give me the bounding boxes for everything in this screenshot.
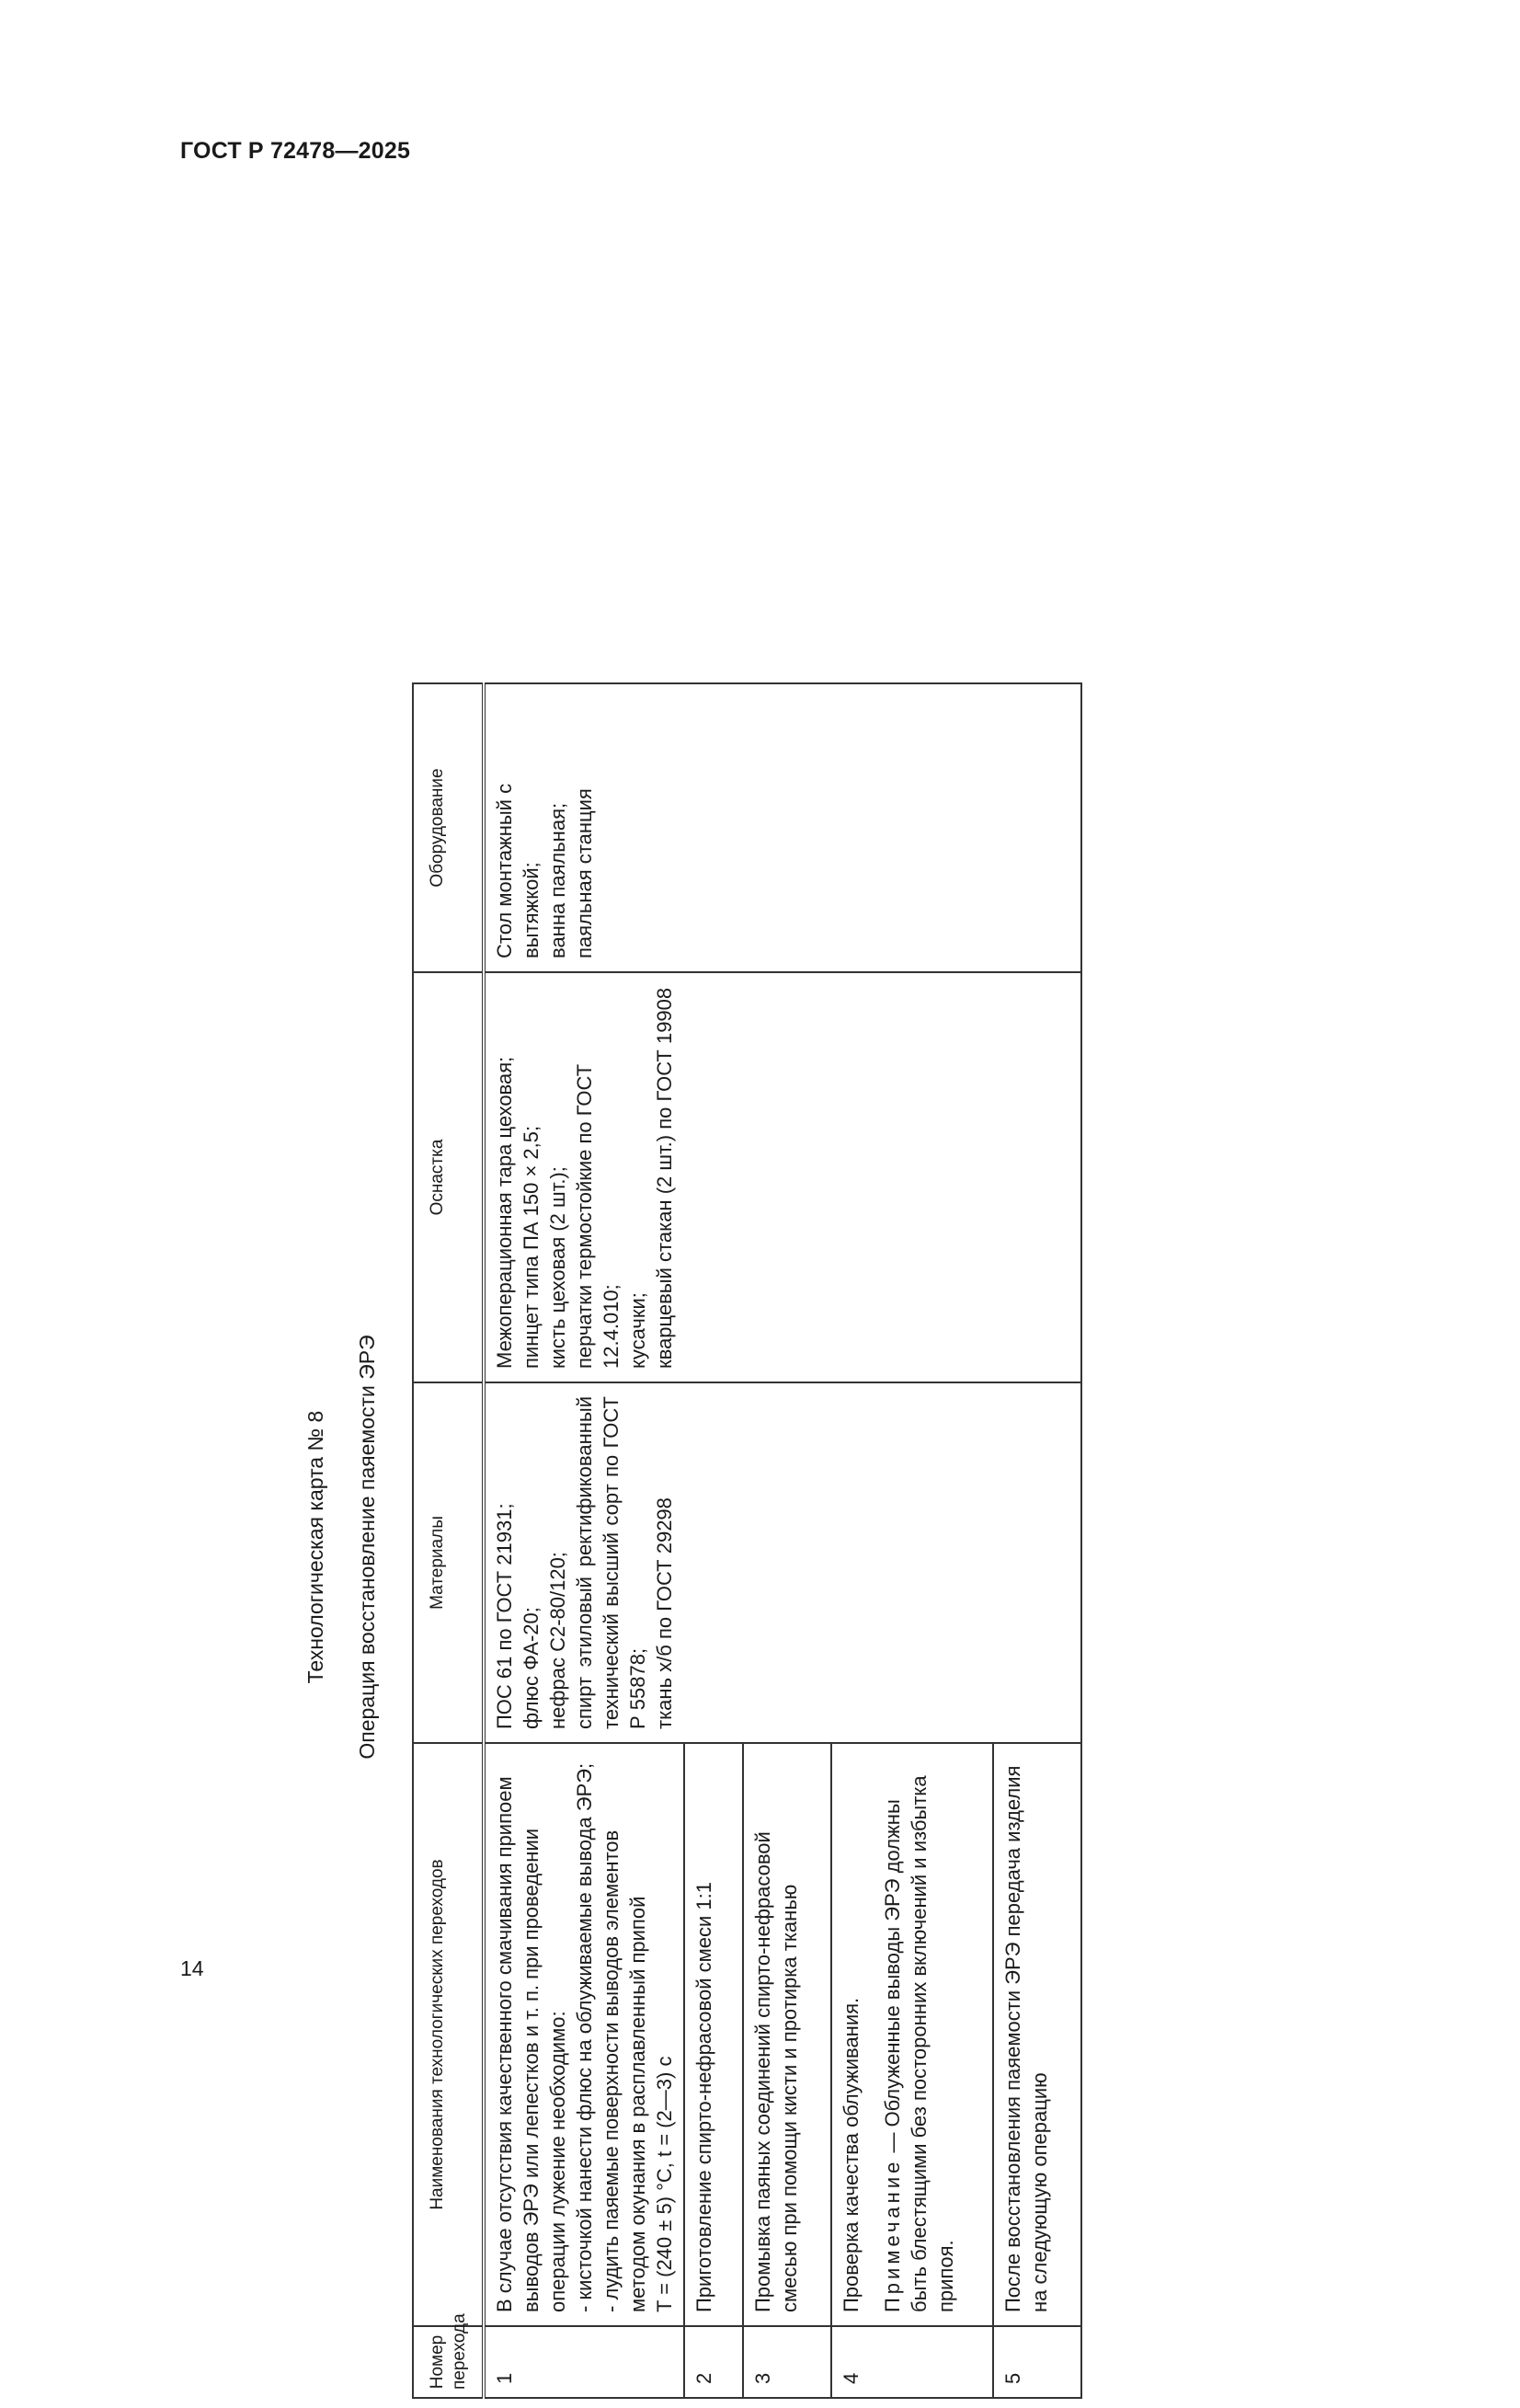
table-header-row — [413, 683, 484, 2398]
step-description — [684, 1743, 743, 2326]
tooling-item: кусачки; — [626, 1292, 649, 1369]
card-subtitle: Операция восстановление паяемости ЭРЭ — [355, 1335, 379, 1760]
card-title: Технологическая карта № 8 — [303, 1410, 327, 1684]
step-number: 5 — [993, 2326, 1081, 2398]
col-header-tooling: Оснастка — [413, 972, 484, 1382]
tooling-item: пинцет типа ПА 150 × 2,5; — [520, 1125, 543, 1369]
tech-card-table — [412, 682, 1082, 2399]
tooling-item: Межоперационная тара цеховая; — [493, 1056, 516, 1369]
materials-cell — [484, 1382, 1081, 1743]
note-label: Примечание — [881, 2158, 904, 2312]
material-item: спирт этиловый ректификованный технический высший сорт по ГОСТ Р 55878; — [573, 1396, 649, 1729]
col-header-materials: Материалы — [413, 1382, 484, 1743]
note — [879, 1757, 959, 2312]
material-item: ПОС 61 по ГОСТ 21931; — [493, 1503, 516, 1729]
col-header-num: Номер перехода — [413, 2326, 484, 2398]
step-description — [484, 1743, 684, 2326]
step-line: В случае отсутствия качественного смачивания припоем выводов ЭРЭ или лепестков и т. п. при проведении операции лужение необходимо: — [493, 1776, 569, 2312]
material-item: флюс ФА-20; — [520, 1607, 543, 1729]
step-number: 1 — [484, 2326, 684, 2398]
equipment-item: ванна паяльная; — [546, 802, 569, 958]
material-item: ткань х/б по ГОСТ 29298 — [653, 1497, 676, 1729]
step-description — [993, 1743, 1081, 2326]
tooling-item: кварцевый стакан (2 шт.) по ГОСТ 19908 — [653, 987, 676, 1369]
col-header-steps: Наименования технологических переходов — [413, 1743, 484, 2326]
step-line: После восстановления паяемости ЭРЭ передача изделия на следующую операцию — [1001, 1765, 1051, 2312]
step-line: Проверка качества облуживания. — [840, 1997, 863, 2312]
tooling-item: кисть цеховая (2 шт.); — [546, 1166, 569, 1369]
page-number: 14 — [180, 1956, 204, 1980]
standard-code: ГОСТ Р 72478—2025 — [180, 138, 411, 164]
step-line: Промывка паяных соединений спирто-нефрасовой смесью при помощи кисти и протирка тканью — [751, 1831, 801, 2312]
material-item: нефрас С2-80/120; — [546, 1552, 569, 1729]
rotated-page-content — [296, 686, 1308, 2408]
step-line: T = (240 ± 5) °С, t = (2—3) с — [653, 2056, 676, 2312]
step-line: Приготовление спирто-нефрасовой смеси 1:1 — [692, 1882, 715, 2312]
step-number: 4 — [831, 2326, 993, 2398]
equipment-item: Стол монтажный с вытяжкой; — [493, 783, 543, 958]
step-line: - лудить паяемые поверхности выводов элементов методом окунания в расплавленный припой — [600, 1829, 649, 2312]
tooling-item: перчатки термостойкие по ГОСТ 12.4.010; — [573, 1063, 623, 1369]
step-line: - кисточкой нанести флюс на облуживаемые вывода ЭРЭ; — [573, 1762, 596, 2312]
step-number: 2 — [684, 2326, 743, 2398]
equipment-item: паяльная станция — [573, 788, 596, 958]
note-text: — Облуженные выводы ЭРЭ должны быть блестящими без посторонних включений и избытка припоя. — [881, 1775, 957, 2312]
step-number: 3 — [743, 2326, 831, 2398]
step-description — [831, 1743, 993, 2326]
tooling-cell — [484, 972, 1081, 1382]
col-header-equipment: Оборудование — [413, 683, 484, 972]
equipment-cell — [484, 683, 1081, 972]
table-row — [484, 683, 684, 2398]
step-description — [743, 1743, 831, 2326]
